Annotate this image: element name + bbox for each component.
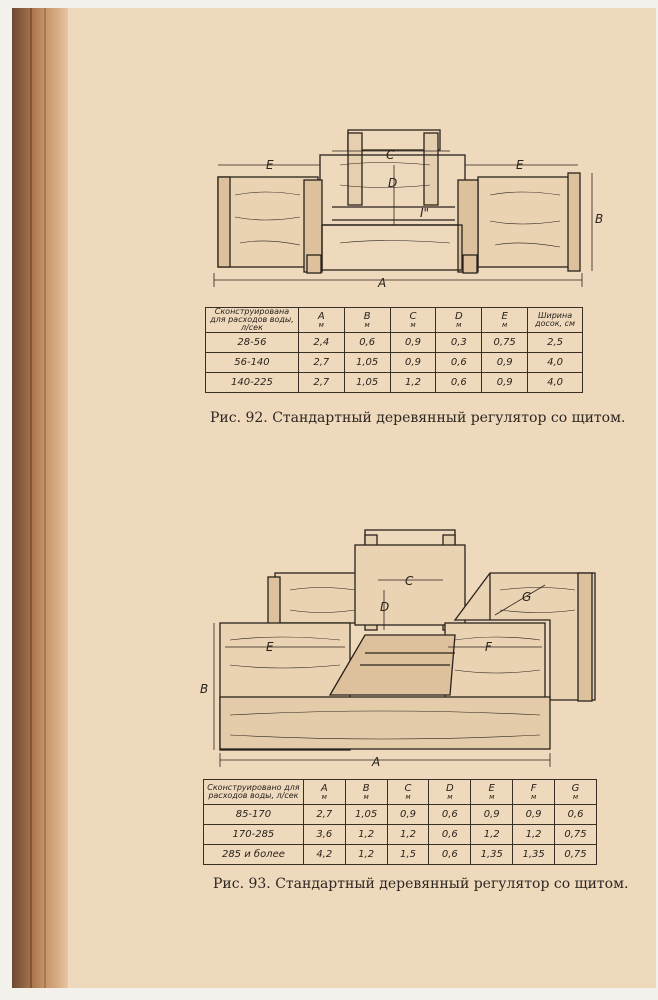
figure-92-caption: Рис. 92. Стандартный деревянный регулятор со щитом. xyxy=(210,410,626,426)
header-cell: A м xyxy=(298,308,344,333)
table-cell: 1,05 xyxy=(344,373,390,393)
table-row xyxy=(206,333,583,353)
table-cell: 0,9 xyxy=(513,805,555,825)
table-cell: 0,9 xyxy=(387,805,429,825)
dim-label-e-right: E xyxy=(516,158,524,172)
table-cell: 1,35 xyxy=(513,845,555,865)
dim-label-b: B xyxy=(200,682,209,696)
header-cell: Ширина досок, см xyxy=(528,308,583,333)
table-cell: 0,6 xyxy=(436,373,482,393)
table-cell: 4,0 xyxy=(528,373,583,393)
spine-shadow-line xyxy=(30,8,32,988)
dim-label-g: G xyxy=(522,590,532,604)
table-cell: 56-140 xyxy=(206,353,299,373)
table-cell: 4,0 xyxy=(528,353,583,373)
figure-93-drawing xyxy=(200,525,610,775)
table-cell: 0,9 xyxy=(482,373,528,393)
table-cell: 1,2 xyxy=(345,845,387,865)
dim-label-c: C xyxy=(386,148,395,162)
dim-label-c: C xyxy=(405,574,414,588)
regulator-drawing-1 xyxy=(200,125,610,295)
header-cell: D м xyxy=(429,780,471,805)
spine-shadow-line xyxy=(44,8,46,988)
header-cell: C м xyxy=(387,780,429,805)
table-cell: 0,75 xyxy=(555,845,597,865)
table-cell: 28-56 xyxy=(206,333,299,353)
table-cell: 0,9 xyxy=(482,353,528,373)
table-cell: 0,6 xyxy=(555,805,597,825)
table-cell: 285 и более xyxy=(204,845,304,865)
table-cell: 0,75 xyxy=(555,825,597,845)
table-cell: 2,5 xyxy=(528,333,583,353)
header-cell: E м xyxy=(471,780,513,805)
header-cell: F м xyxy=(513,780,555,805)
table-row xyxy=(206,353,583,373)
table-cell: 0,6 xyxy=(429,845,471,865)
table-cell: 170-285 xyxy=(204,825,304,845)
table-cell: 1,2 xyxy=(390,373,436,393)
figure-93-table xyxy=(203,779,597,865)
dim-label-d: D xyxy=(380,600,390,614)
header-cell: D м xyxy=(436,308,482,333)
table-cell: 140-225 xyxy=(206,373,299,393)
dim-label-b: B xyxy=(595,212,604,226)
table-cell: 2,7 xyxy=(298,373,344,393)
dim-label-d: D xyxy=(388,176,398,190)
table-cell: 1,2 xyxy=(471,825,513,845)
header-cell: C м xyxy=(390,308,436,333)
dim-label-e-left: E xyxy=(266,158,274,172)
table-cell: 2,7 xyxy=(298,353,344,373)
table-cell: 1,05 xyxy=(345,805,387,825)
table-row xyxy=(204,825,597,845)
header-cell: B м xyxy=(345,780,387,805)
header-cell: Сконструировано для расходов воды, л/сек xyxy=(204,780,304,805)
dim-label-i: I" xyxy=(420,206,430,220)
table-cell: 1,05 xyxy=(344,353,390,373)
table-cell: 0,6 xyxy=(429,825,471,845)
header-cell: G м xyxy=(555,780,597,805)
regulator-drawing-2 xyxy=(200,525,610,775)
figure-92-table xyxy=(205,307,583,393)
table-cell: 0,6 xyxy=(436,353,482,373)
table-cell: 2,7 xyxy=(303,805,345,825)
table-row xyxy=(206,373,583,393)
table-cell: 0,6 xyxy=(429,805,471,825)
table-cell: 0,9 xyxy=(390,353,436,373)
dim-label-f: F xyxy=(485,640,492,654)
table-cell: 1,2 xyxy=(387,825,429,845)
figure-92-drawing xyxy=(200,125,610,295)
table-header-row xyxy=(206,308,583,333)
header-cell: Сконструирована для расходов воды, л/сек xyxy=(206,308,299,333)
book-spine xyxy=(12,8,68,988)
table-header-row xyxy=(204,780,597,805)
dim-label-e: E xyxy=(266,640,274,654)
table-cell: 1,5 xyxy=(387,845,429,865)
table-cell: 0,6 xyxy=(344,333,390,353)
header-cell: B м xyxy=(344,308,390,333)
header-cell: A м xyxy=(303,780,345,805)
figure-93-caption: Рис. 93. Стандартный деревянный регулятор со щитом. xyxy=(213,876,629,892)
table-cell: 4,2 xyxy=(303,845,345,865)
table-row xyxy=(204,845,597,865)
header-cell: E м xyxy=(482,308,528,333)
table-cell: 1,2 xyxy=(345,825,387,845)
table-cell: 1,35 xyxy=(471,845,513,865)
table-cell: 85-170 xyxy=(204,805,304,825)
table-cell: 3,6 xyxy=(303,825,345,845)
table-cell: 0,75 xyxy=(482,333,528,353)
table-row xyxy=(204,805,597,825)
dim-label-a: A xyxy=(372,755,381,769)
table-cell: 0,9 xyxy=(390,333,436,353)
dim-label-a: A xyxy=(378,276,387,290)
table-cell: 1,2 xyxy=(513,825,555,845)
table-cell: 2,4 xyxy=(298,333,344,353)
table-cell: 0,9 xyxy=(471,805,513,825)
table-cell: 0,3 xyxy=(436,333,482,353)
